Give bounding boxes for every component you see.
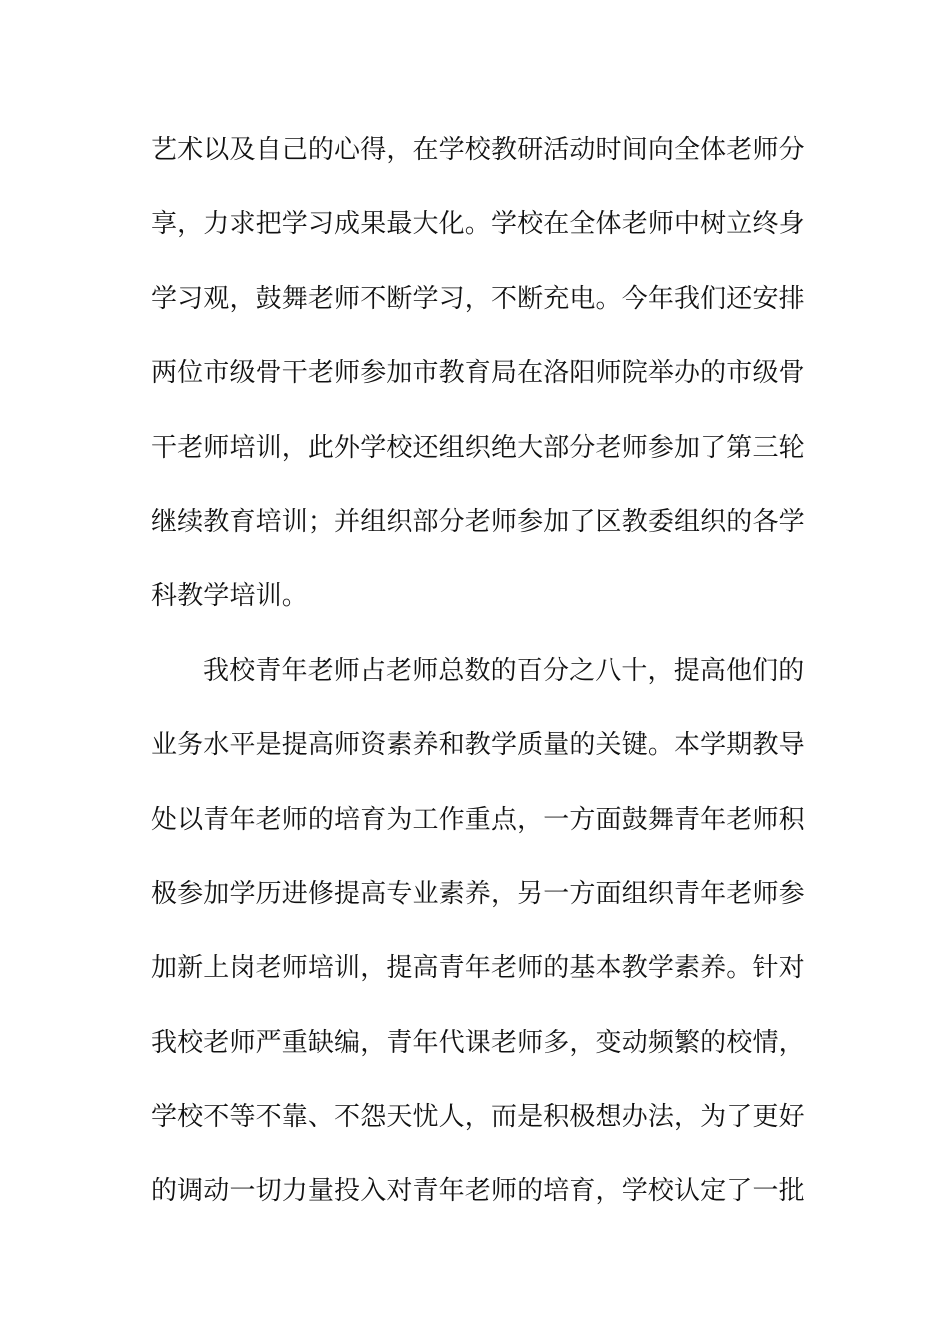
text-line: 加新上岗老师培训，提高青年老师的基本教学素养。针对: [151, 953, 805, 984]
text-line: 学习观，鼓舞老师不断学习，不断充电。今年我们还安排: [151, 283, 805, 314]
text-line: 科教学培训。: [151, 581, 308, 612]
text-line: 两位市级骨干老师参加市教育局在洛阳师院举办的市级骨: [151, 358, 805, 389]
text-line: 干老师培训，此外学校还组织绝大部分老师参加了第三轮: [151, 432, 805, 463]
paragraph-first-line: 我校青年老师占老师总数的百分之八十，提高他们的: [203, 655, 805, 686]
text-line: 继续教育培训；并组织部分老师参加了区教委组织的各学: [151, 506, 805, 537]
text-line: 极参加学历进修提高专业素养，另一方面组织青年老师参: [151, 878, 805, 909]
text-line: 业务水平是提高师资素养和教学质量的关键。本学期教导: [151, 730, 805, 761]
text-line: 享，力求把学习成果最大化。学校在全体老师中树立终身: [151, 209, 805, 240]
text-line: 处以青年老师的培育为工作重点，一方面鼓舞青年老师积: [151, 804, 805, 835]
text-line: 的调动一切力量投入对青年老师的培育，学校认定了一批: [151, 1176, 805, 1207]
body-text: [151, 113, 805, 1229]
text-line: 学校不等不靠、不怨天忧人，而是积极想办法，为了更好: [151, 1102, 805, 1133]
text-line: 艺术以及自己的心得，在学校教研活动时间向全体老师分: [151, 135, 805, 165]
text-line: 我校老师严重缺编，青年代课老师多，变动频繁的校情，: [151, 1027, 805, 1058]
